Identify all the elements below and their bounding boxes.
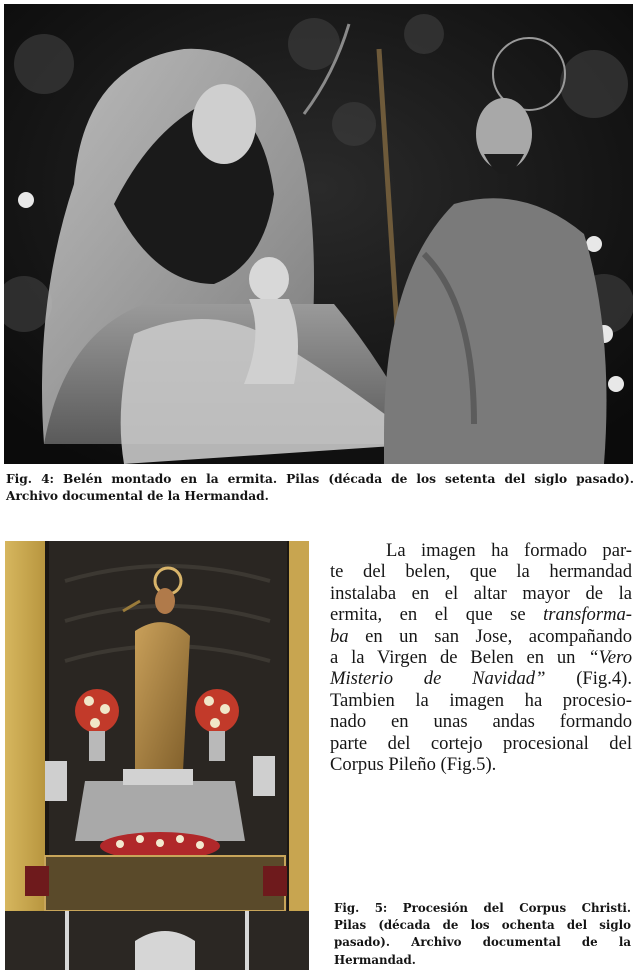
figure-4-photo: [4, 4, 633, 464]
figure-5-caption-line: pasado). Archivo documental de la: [334, 935, 631, 950]
figure-5-caption-line: Fig. 5: Procesión del Corpus Christi.: [334, 901, 631, 915]
body-line: [330, 626, 632, 647]
body-line: [330, 604, 632, 625]
body-line: instalaba en el altar mayor de la: [330, 582, 632, 604]
figure-5-caption: [334, 900, 631, 969]
body-line: La imagen ha formado par-: [386, 540, 632, 561]
body-italic-run: transforma-: [543, 604, 632, 626]
body-text-run: a la Virgen de Belen en un: [330, 647, 589, 669]
figure-4-caption-line: Fig. 4: Belén montado en la ermita. Pilas (década de los setenta del siglo pasado).: [6, 472, 634, 486]
body-line: [330, 668, 632, 689]
body-line: nado en unas andas formando: [330, 711, 632, 733]
body-text: [330, 540, 632, 775]
body-line: te del belen, que la hermandad: [330, 561, 632, 583]
body-text-run: ermita, en el que se: [330, 604, 544, 626]
body-text-run: (Fig.4).: [545, 668, 632, 690]
figure-5-caption-line: Hermandad.: [334, 952, 416, 967]
figure-5-photo: [5, 541, 309, 970]
figure-5-caption-line: Pilas (década de los ochenta del siglo: [334, 918, 631, 933]
body-text-run: en un san Jose, acompañando: [348, 625, 632, 647]
figure-4-caption: [6, 471, 634, 505]
figure-4-caption-line: Archivo documental de la Hermandad.: [6, 489, 269, 503]
body-line: [330, 647, 632, 668]
body-italic-run: “Vero: [588, 647, 632, 669]
body-line: parte del cortejo procesional del: [330, 732, 632, 754]
body-italic-run: ba: [330, 625, 349, 647]
body-line: Corpus Pileño (Fig.5).: [330, 754, 497, 776]
body-line: Tambien la imagen ha procesio-: [330, 689, 632, 711]
body-italic-run: Misterio de Navidad”: [330, 668, 546, 690]
